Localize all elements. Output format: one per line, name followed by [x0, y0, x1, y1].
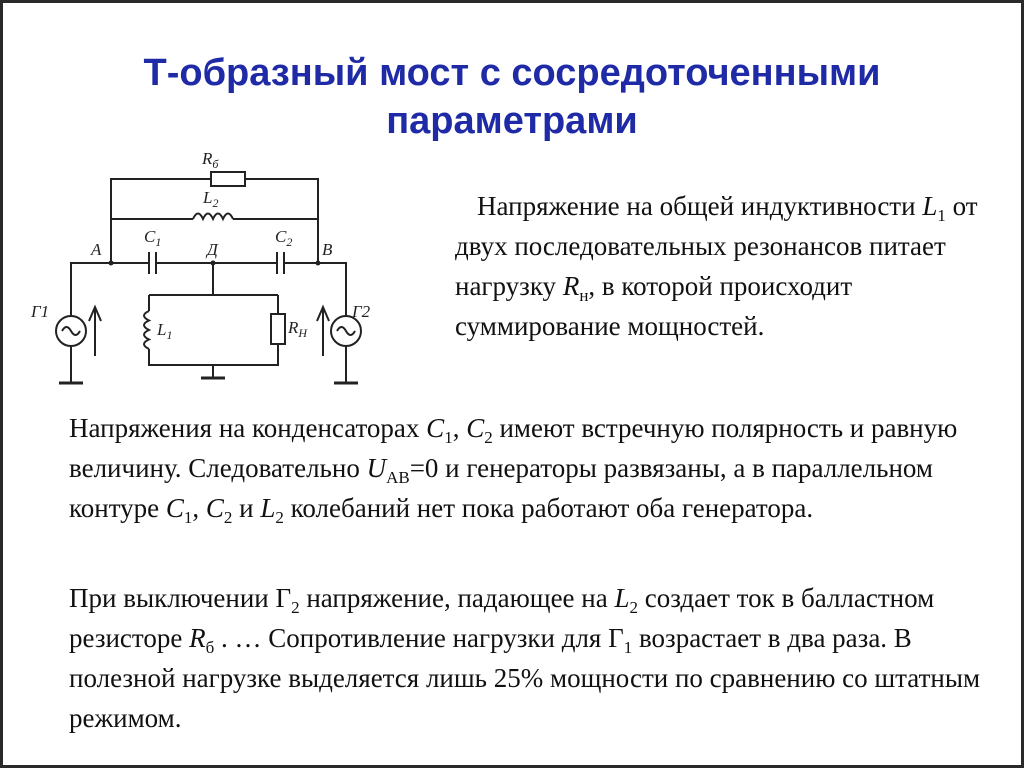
title-line-1: Т-образный мост с сосредоточенными — [143, 52, 881, 94]
label-g1: Г1 — [31, 302, 50, 321]
ballast-branch-wire-right — [245, 179, 318, 219]
capacitor-c1 — [149, 252, 156, 274]
g2-arrow-icon — [317, 307, 329, 356]
paragraph-capacitor-voltages: Напряжения на конденсаторах $C_1$, $C_2$ имеют встречную полярность и равную величину. Следовательно $U_{AB}=0$ и генераторы развязаны, а в параллельном контуре $C_1$, $C_2$ и $L_2$ колебаний нет пока работают оба генератора. — [69, 413, 958, 527]
label-rb: $R_б$ — [202, 149, 219, 171]
label-b: B — [322, 240, 333, 259]
ballast-resistor-rb — [211, 172, 245, 186]
label-l1: $L_1$ — [157, 320, 173, 342]
inductor-l1 — [144, 311, 149, 349]
paragraph-generator-off: При выключении $Г_2$ напряжение, падающее на $L_2$ создает ток в балластном резисторе $R_б$ . … Сопротивление нагрузки для $Г_1$ возрастает в два раза. В полезной нагрузке выделяется лишь 25% мощности по сравнению со штатным режимом. — [69, 583, 981, 733]
label-d: Д — [207, 240, 218, 259]
ballast-branch-wire — [111, 179, 211, 219]
label-g2: Г2 — [352, 302, 371, 321]
label-l2: $L_2$ — [203, 188, 219, 210]
g1-wire — [71, 263, 111, 316]
inductor-l2 — [193, 214, 233, 220]
main-line-left — [111, 219, 148, 263]
capacitor-c2 — [277, 252, 284, 274]
label-c1: $C_1$ — [144, 227, 162, 249]
g1-arrow-icon — [89, 307, 101, 356]
load-resistor-rn — [271, 314, 285, 344]
label-a: A — [91, 240, 102, 259]
label-rn: $R_Н$ — [288, 318, 308, 340]
label-c2: $C_2$ — [275, 227, 293, 249]
t-bridge-circuit-diagram — [31, 131, 381, 396]
title-line-2: параметрами — [386, 100, 638, 142]
paragraph-common-inductance: Напряжение на общей индуктивности $L_1$ от двух последовательных резонансов питает нагрузку $R_н$, в которой происходит суммирование мощностей. — [455, 191, 978, 341]
